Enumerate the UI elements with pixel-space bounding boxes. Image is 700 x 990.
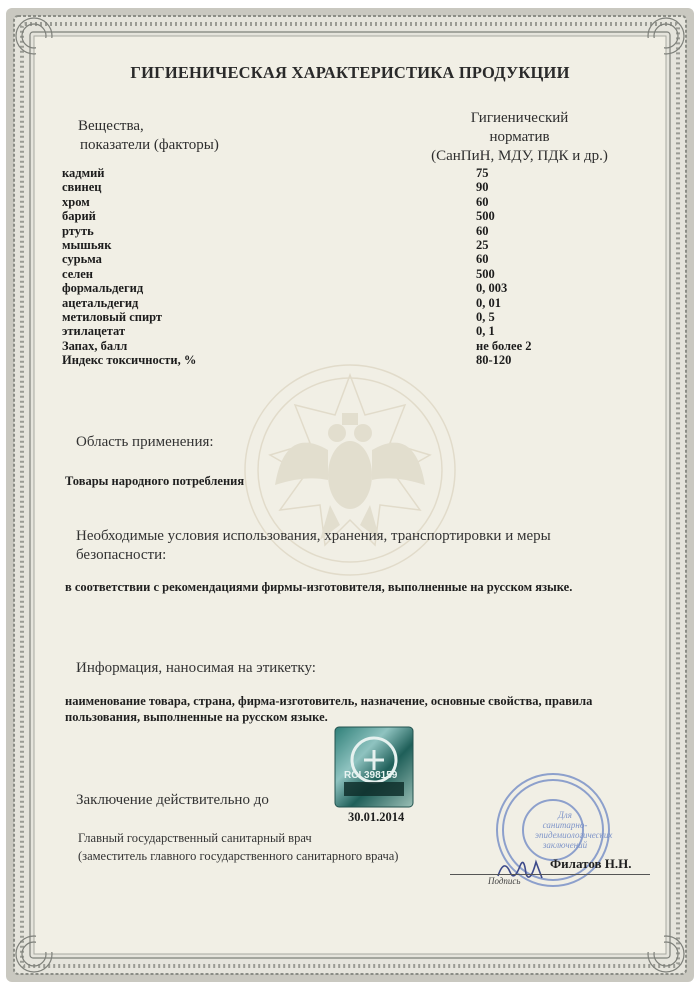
norm-header-line-1: Гигиенический [470, 110, 569, 126]
substance-name: Индекс токсичности, % [62, 353, 197, 368]
signer-title-line-1: Главный государственный санитарный врач [78, 831, 312, 845]
table-row [62, 339, 562, 353]
norm-value: 60 [476, 252, 489, 267]
norm-header-line-2: норматив [489, 129, 550, 145]
norm-value: 0, 1 [476, 324, 495, 339]
signer-title-line-2: (заместитель главного государственного санитарного врача) [78, 849, 399, 863]
stamp-line: санитарно- [542, 820, 588, 830]
substance-name: кадмий [62, 166, 105, 180]
substance-name: метиловый спирт [62, 309, 163, 324]
norm-value: 25 [476, 237, 489, 252]
stamp-text [535, 810, 613, 850]
substance-name: мышьяк [62, 237, 112, 252]
conditions-label: Необходимые условия использования, хранения, транспортировки и меры безопасности: [76, 528, 551, 563]
substance-name: свинец [62, 180, 102, 195]
norm-header-line-3: (СанПиН, МДУ, ПДК и др.) [431, 148, 608, 164]
hologram-number: RCI 398159 [344, 770, 398, 781]
label-info-label: Информация, наносимая на этикетку: [76, 660, 316, 676]
validity-date: 30.01.2014 [348, 810, 405, 824]
table-row [62, 252, 562, 266]
substance-name: формальдегид [62, 281, 144, 296]
norm-value: 60 [476, 223, 489, 238]
signature-line [450, 874, 650, 875]
norm-column-header [402, 109, 637, 166]
substances-header-line-2: показатели (факторы) [80, 137, 219, 153]
table-row [62, 310, 562, 324]
table-row [62, 353, 562, 367]
norm-value: 0, 01 [476, 295, 501, 310]
norm-value: 0, 003 [476, 281, 508, 296]
table-row [62, 180, 562, 194]
table-row [62, 238, 562, 252]
norm-value: 60 [476, 194, 489, 209]
stamp-line: Для [558, 810, 572, 820]
substance-name: хром [62, 194, 90, 209]
substance-name: ртуть [62, 223, 94, 238]
hygiene-table [62, 166, 562, 367]
norm-value: 500 [476, 266, 495, 281]
scope-label: Область применения: [76, 434, 214, 450]
substance-name: селен [62, 266, 94, 281]
substance-name: ацетальдегид [62, 295, 139, 310]
norm-value: 500 [476, 209, 495, 224]
table-row [62, 281, 562, 295]
table-row [62, 209, 562, 223]
substances-column-header [78, 117, 219, 155]
norm-value: 90 [476, 180, 489, 195]
signer-name: Филатов Н.Н. [550, 856, 632, 871]
validity-label: Заключение действительно до [76, 792, 269, 808]
substance-name: Запах, балл [62, 338, 128, 353]
norm-value: 75 [476, 166, 489, 180]
stamp-line: эпидемиологических [535, 830, 613, 840]
norm-value: не более 2 [476, 338, 532, 353]
substances-header-line-1: Вещества, [78, 118, 144, 134]
norm-value: 0, 5 [476, 309, 495, 324]
substance-name: сурьма [62, 252, 102, 267]
scope-value: Товары народного потребления [65, 474, 245, 488]
document-title: ГИГИЕНИЧЕСКАЯ ХАРАКТЕРИСТИКА ПРОДУКЦИИ [130, 63, 570, 82]
table-row [62, 166, 562, 180]
table-row [62, 224, 562, 238]
substance-name: этилацетат [62, 324, 126, 339]
table-row [62, 195, 562, 209]
norm-value: 80-120 [476, 353, 512, 368]
table-row [62, 324, 562, 338]
table-row [62, 296, 562, 310]
hologram-sticker [334, 726, 414, 808]
substance-name: барий [62, 209, 96, 224]
table-row [62, 267, 562, 281]
label-info-value: наименование товара, страна, фирма-изготовитель, назначение, основные свойства, правила пользования, выполненные на русском языке. [65, 694, 593, 724]
signature-caption: Подпись [488, 876, 521, 886]
stamp-line: заключений [542, 840, 588, 850]
conditions-value: в соответствии с рекомендациями фирмы-изготовителя, выполненные на русском языке. [65, 580, 573, 594]
